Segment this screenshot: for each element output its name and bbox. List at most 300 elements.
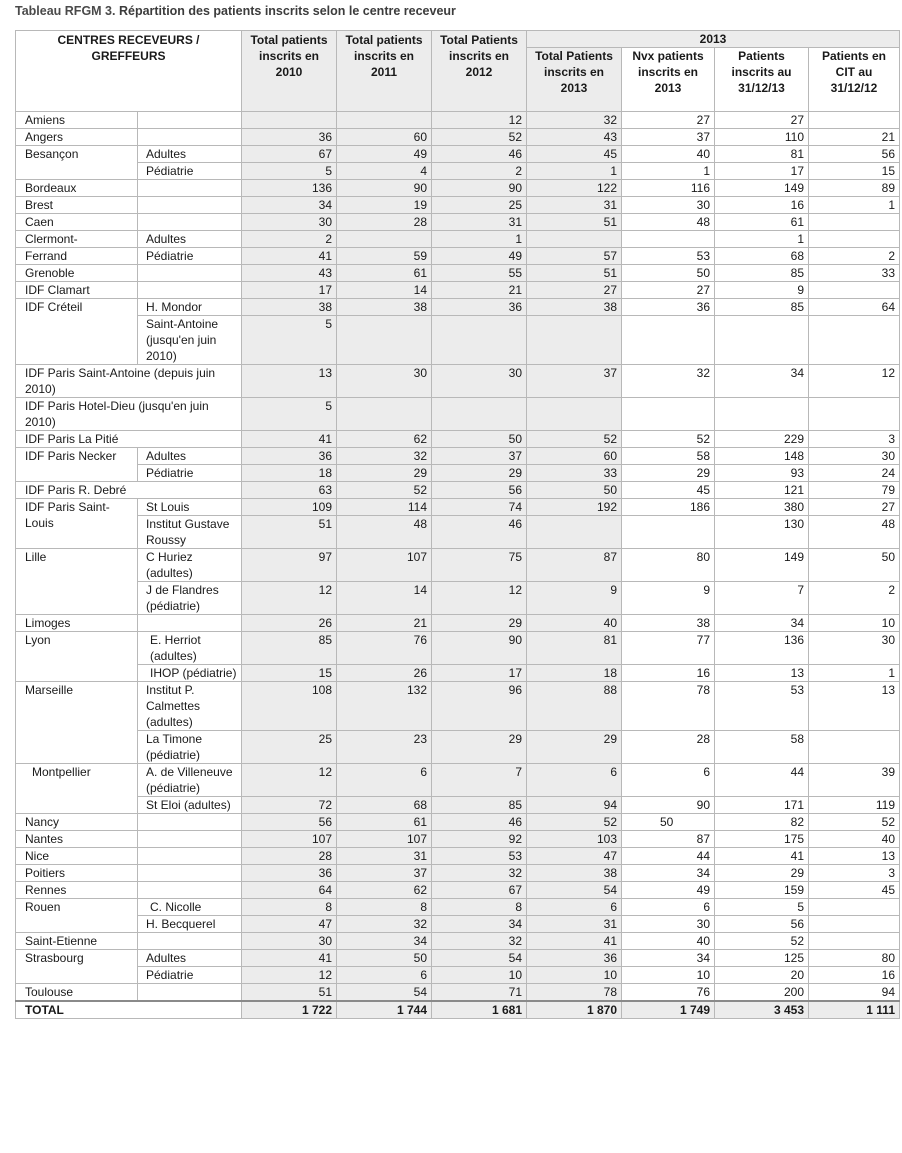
patients-table [15,30,900,1019]
value-cell: 34 [622,950,715,967]
centre-name: Grenoble [16,265,138,282]
value-cell: 97 [242,549,337,582]
value-cell: 3 [809,431,900,448]
value-cell: 79 [809,482,900,499]
sub-centre-name [138,814,242,831]
value-cell: 38 [527,299,622,316]
value-cell: 60 [337,129,432,146]
value-cell: 25 [242,731,337,764]
value-cell: 5 [242,398,337,431]
value-cell [809,231,900,248]
value-cell: 72 [242,797,337,814]
value-cell: 89 [809,180,900,197]
table-row [16,916,900,933]
centre-name: Poitiers [16,865,138,882]
value-cell [809,112,900,129]
value-cell [432,316,527,365]
value-cell: 88 [527,682,622,731]
sub-centre-name: A. de Villeneuve (pédiatrie) [138,764,242,797]
value-cell: 78 [622,682,715,731]
value-cell: 12 [242,582,337,615]
table-row [16,582,900,615]
value-cell: 17 [242,282,337,299]
value-cell: 14 [337,282,432,299]
value-cell: 27 [809,499,900,516]
table-row [16,665,900,682]
value-cell: 114 [337,499,432,516]
value-cell: 130 [715,516,809,549]
value-cell: 60 [527,448,622,465]
sub-centre-name: J de Flandres (pédiatrie) [138,582,242,615]
value-cell: 61 [715,214,809,231]
value-cell: 5 [242,163,337,180]
value-cell: 38 [242,299,337,316]
value-cell: 44 [622,848,715,865]
patients-table-wrapper [15,30,900,1019]
table-row [16,197,900,214]
table-row [16,764,900,797]
value-cell: 29 [432,731,527,764]
sub-centre-name: Saint-Antoine (jusqu'en juin 2010) [138,316,242,365]
centre-name: Saint-Etienne [16,933,138,950]
table-row [16,231,900,248]
value-cell: 31 [337,848,432,865]
value-cell [809,916,900,933]
table-row [16,180,900,197]
value-cell: 44 [715,764,809,797]
centre-name: IDF Paris Necker [16,448,138,482]
table-row [16,899,900,916]
value-cell: 34 [432,916,527,933]
value-cell: 10 [527,967,622,984]
value-cell: 93 [715,465,809,482]
value-cell: 36 [527,950,622,967]
value-cell: 47 [242,916,337,933]
total-value-cell: 1 722 [242,1001,337,1019]
value-cell: 29 [337,465,432,482]
sub-centre-name: La Timone (pédiatrie) [138,731,242,764]
value-cell: 82 [715,814,809,831]
table-row [16,448,900,465]
table-row [16,950,900,967]
table-caption [15,4,456,18]
value-cell: 75 [432,549,527,582]
value-cell: 56 [432,482,527,499]
value-cell: 229 [715,431,809,448]
value-cell [622,398,715,431]
value-cell: 20 [715,967,809,984]
value-cell: 76 [337,632,432,665]
centre-name: Rouen [16,899,138,933]
value-cell: 175 [715,831,809,848]
value-cell: 52 [715,933,809,950]
sub-centre-name: C. Nicolle [138,899,242,916]
value-cell: 96 [432,682,527,731]
total-row [16,1001,900,1019]
value-cell [809,398,900,431]
value-cell: 1 [527,163,622,180]
value-cell: 34 [715,615,809,632]
value-cell: 30 [809,632,900,665]
value-cell: 54 [527,882,622,899]
value-cell: 63 [242,482,337,499]
value-cell: 59 [337,248,432,265]
value-cell: 186 [622,499,715,516]
value-cell: 107 [337,831,432,848]
value-cell: 37 [527,365,622,398]
total-value-cell: 1 744 [337,1001,432,1019]
value-cell: 85 [432,797,527,814]
sub-centre-name: C Huriez (adultes) [138,549,242,582]
sub-centre-name [138,831,242,848]
centre-name: Ferrand [16,248,138,265]
value-cell: 53 [622,248,715,265]
value-cell: 12 [242,967,337,984]
total-value-cell: 1 111 [809,1001,900,1019]
value-cell: 30 [337,365,432,398]
sub-centre-name [138,848,242,865]
value-cell: 29 [622,465,715,482]
value-cell: 27 [622,282,715,299]
centre-name: Nice [16,848,138,865]
table-row [16,831,900,848]
table-row [16,365,900,398]
value-cell: 47 [527,848,622,865]
sub-centre-name: Pédiatrie [138,967,242,984]
sub-centre-name [138,282,242,299]
value-cell: 53 [715,682,809,731]
value-cell: 64 [242,882,337,899]
value-cell: 37 [622,129,715,146]
header-2012: Total Patients inscrits en 2012 [432,31,527,112]
value-cell: 30 [622,197,715,214]
value-cell: 10 [809,615,900,632]
value-cell: 85 [715,299,809,316]
value-cell: 136 [242,180,337,197]
value-cell: 51 [242,516,337,549]
value-cell: 9 [622,582,715,615]
value-cell: 34 [622,865,715,882]
value-cell: 6 [337,967,432,984]
value-cell: 34 [715,365,809,398]
centre-name: IDF Paris Saint-Antoine (depuis juin 2010) [16,365,242,398]
value-cell: 6 [527,899,622,916]
value-cell: 29 [432,465,527,482]
centre-name: IDF Paris Hotel-Dieu (jusqu'en juin 2010) [16,398,242,431]
value-cell: 15 [242,665,337,682]
value-cell: 46 [432,814,527,831]
value-cell: 52 [809,814,900,831]
value-cell: 61 [337,265,432,282]
sub-centre-name [138,180,242,197]
header-2013-group: 2013 [527,31,900,48]
value-cell: 43 [242,265,337,282]
value-cell [715,316,809,365]
value-cell: 149 [715,549,809,582]
header-total-2013: Total Patients inscrits en 2013 [527,48,622,112]
value-cell: 40 [809,831,900,848]
value-cell: 30 [622,916,715,933]
value-cell: 149 [715,180,809,197]
value-cell: 76 [622,984,715,1002]
table-row [16,682,900,731]
value-cell: 6 [622,899,715,916]
value-cell: 10 [432,967,527,984]
value-cell: 12 [432,582,527,615]
value-cell: 37 [337,865,432,882]
table-row [16,129,900,146]
value-cell: 56 [809,146,900,163]
value-cell: 64 [809,299,900,316]
sub-centre-name: H. Becquerel [138,916,242,933]
value-cell: 71 [432,984,527,1002]
value-cell: 4 [337,163,432,180]
value-cell [527,316,622,365]
value-cell: 80 [622,549,715,582]
value-cell: 32 [337,916,432,933]
table-row [16,615,900,632]
centre-name: Strasbourg [16,950,138,984]
value-cell [809,899,900,916]
centre-name: IDF Paris R. Debré [16,482,242,499]
header-new-2013: Nvx patients inscrits en 2013 [622,48,715,112]
total-label: TOTAL [16,1001,242,1019]
value-cell: 21 [337,615,432,632]
value-cell: 67 [432,882,527,899]
value-cell [527,398,622,431]
value-cell [622,516,715,549]
centre-name: IDF Clamart [16,282,138,299]
value-cell: 68 [715,248,809,265]
value-cell: 38 [622,615,715,632]
value-cell: 53 [432,848,527,865]
value-cell: 52 [622,431,715,448]
value-cell: 77 [622,632,715,665]
value-cell: 50 [337,950,432,967]
value-cell [337,112,432,129]
value-cell: 3 [809,865,900,882]
value-cell: 6 [337,764,432,797]
value-cell: 27 [622,112,715,129]
value-cell: 33 [527,465,622,482]
value-cell: 18 [527,665,622,682]
value-cell: 30 [809,448,900,465]
value-cell [337,316,432,365]
value-cell: 62 [337,431,432,448]
value-cell: 50 [432,431,527,448]
value-cell: 2 [809,582,900,615]
value-cell: 27 [715,112,809,129]
value-cell: 14 [337,582,432,615]
value-cell: 13 [242,365,337,398]
value-cell: 38 [337,299,432,316]
value-cell: 28 [622,731,715,764]
value-cell: 8 [242,899,337,916]
value-cell: 29 [432,615,527,632]
value-cell: 34 [337,933,432,950]
sub-centre-name: H. Mondor [138,299,242,316]
header-2010: Total patients inscrits en 2010 [242,31,337,112]
total-value-cell: 1 870 [527,1001,622,1019]
value-cell [809,282,900,299]
value-cell: 31 [527,197,622,214]
value-cell: 192 [527,499,622,516]
value-cell: 38 [527,865,622,882]
value-cell: 52 [527,431,622,448]
table-row [16,933,900,950]
value-cell [337,398,432,431]
value-cell: 46 [432,146,527,163]
value-cell: 103 [527,831,622,848]
value-cell: 12 [432,112,527,129]
value-cell: 10 [622,967,715,984]
value-cell: 74 [432,499,527,516]
value-cell: 45 [809,882,900,899]
value-cell: 90 [337,180,432,197]
value-cell: 31 [432,214,527,231]
value-cell: 21 [432,282,527,299]
value-cell: 54 [432,950,527,967]
value-cell: 81 [715,146,809,163]
value-cell: 68 [337,797,432,814]
value-cell: 41 [527,933,622,950]
sub-centre-name [138,265,242,282]
table-row [16,265,900,282]
value-cell: 25 [432,197,527,214]
centre-name: Caen [16,214,138,231]
value-cell: 32 [432,933,527,950]
table-row [16,797,900,814]
value-cell: 36 [242,448,337,465]
value-cell: 50 [809,549,900,582]
value-cell: 49 [337,146,432,163]
value-cell: 37 [432,448,527,465]
centre-name: Nantes [16,831,138,848]
table-row [16,848,900,865]
value-cell: 27 [527,282,622,299]
caption-prefix: Tableau RFGM 3. [15,4,116,18]
value-cell: 56 [715,916,809,933]
value-cell: 26 [337,665,432,682]
value-cell: 9 [715,282,809,299]
value-cell: 2 [242,231,337,248]
value-cell: 41 [242,431,337,448]
value-cell: 58 [622,448,715,465]
value-cell: 1 [715,231,809,248]
value-cell: 15 [809,163,900,180]
value-cell: 24 [809,465,900,482]
table-row [16,112,900,129]
value-cell: 16 [622,665,715,682]
value-cell: 12 [809,365,900,398]
value-cell: 171 [715,797,809,814]
sub-centre-name [138,615,242,632]
value-cell: 1 [809,665,900,682]
value-cell: 40 [622,933,715,950]
value-cell: 43 [527,129,622,146]
centre-name: Limoges [16,615,138,632]
value-cell [622,231,715,248]
value-cell [337,231,432,248]
value-cell: 51 [242,984,337,1002]
value-cell: 52 [337,482,432,499]
centre-name: Brest [16,197,138,214]
centre-name: Clermont- [16,231,138,248]
centre-name: Rennes [16,882,138,899]
sub-centre-name: Institut Gustave Roussy [138,516,242,549]
value-cell [527,516,622,549]
value-cell: 23 [337,731,432,764]
centre-name: IDF Paris Saint-Louis [16,499,138,549]
value-cell: 90 [432,180,527,197]
value-cell: 61 [337,814,432,831]
value-cell: 16 [809,967,900,984]
value-cell: 32 [622,365,715,398]
value-cell: 6 [622,764,715,797]
sub-centre-name: Adultes [138,146,242,163]
sub-centre-name [138,129,242,146]
value-cell: 80 [809,950,900,967]
value-cell: 119 [809,797,900,814]
value-cell: 108 [242,682,337,731]
value-cell: 5 [242,316,337,365]
value-cell: 26 [242,615,337,632]
value-cell: 136 [715,632,809,665]
value-cell: 29 [715,865,809,882]
value-cell: 94 [527,797,622,814]
value-cell: 36 [242,865,337,882]
value-cell: 51 [527,214,622,231]
value-cell: 48 [622,214,715,231]
table-row [16,499,900,516]
value-cell: 58 [715,731,809,764]
value-cell: 49 [622,882,715,899]
header-registered-2013: Patients inscrits au 31/12/13 [715,48,809,112]
value-cell: 52 [432,129,527,146]
value-cell: 125 [715,950,809,967]
table-row [16,967,900,984]
value-cell: 32 [527,112,622,129]
value-cell: 81 [527,632,622,665]
value-cell: 2 [809,248,900,265]
centre-name: Montpellier [16,764,138,814]
value-cell: 41 [242,950,337,967]
table-row [16,398,900,431]
centre-name: Angers [16,129,138,146]
value-cell: 45 [527,146,622,163]
value-cell: 40 [622,146,715,163]
sub-centre-name: Adultes [138,231,242,248]
table-row [16,632,900,665]
total-value-cell: 1 749 [622,1001,715,1019]
value-cell: 90 [432,632,527,665]
header-cit-2012: Patients en CIT au 31/12/12 [809,48,900,112]
value-cell: 49 [432,248,527,265]
value-cell: 48 [337,516,432,549]
value-cell: 92 [432,831,527,848]
sub-centre-name [138,197,242,214]
value-cell: 29 [527,731,622,764]
value-cell: 48 [809,516,900,549]
value-cell: 13 [809,848,900,865]
value-cell: 50 [622,265,715,282]
value-cell: 17 [715,163,809,180]
value-cell: 13 [715,665,809,682]
value-cell: 62 [337,882,432,899]
value-cell: 121 [715,482,809,499]
table-row [16,282,900,299]
table-row [16,549,900,582]
